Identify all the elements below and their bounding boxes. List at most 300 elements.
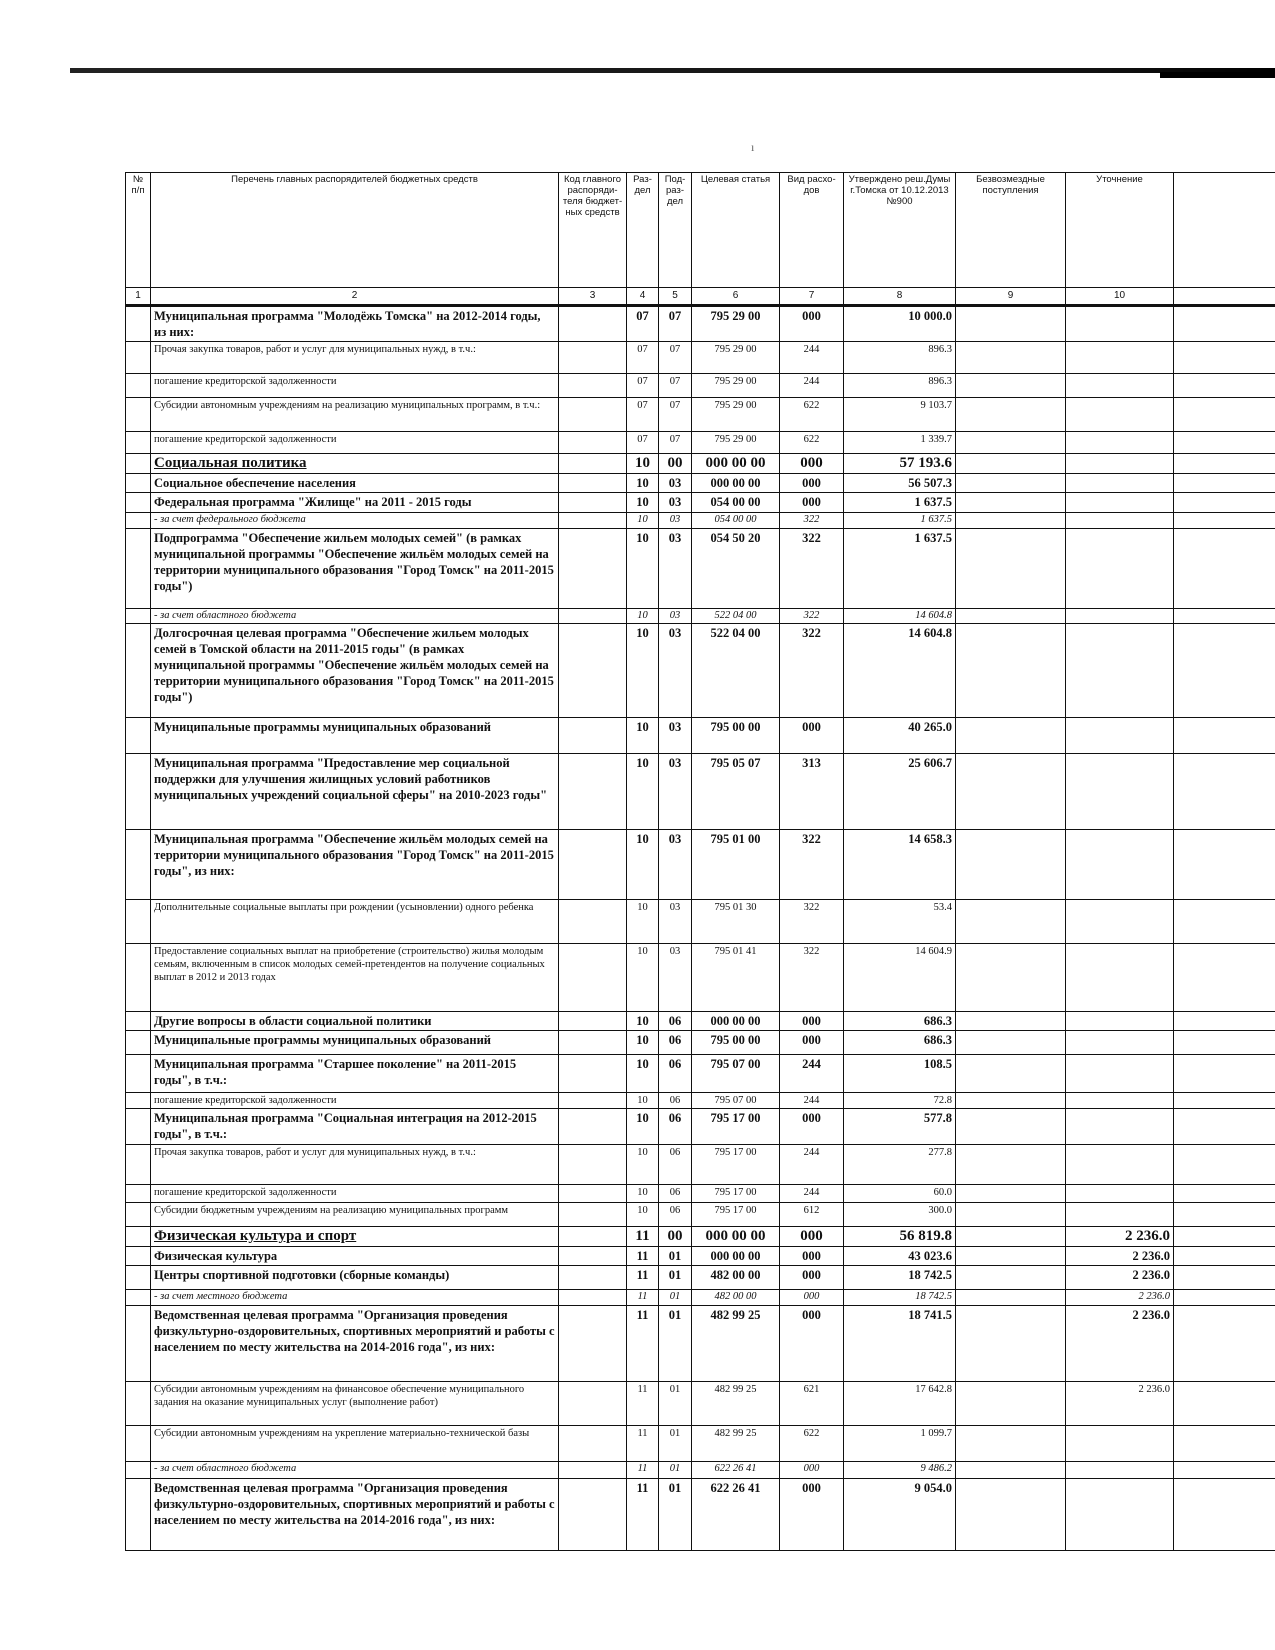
cell-refinement [1066, 609, 1174, 624]
cell-gratuitous [956, 1426, 1066, 1462]
cell-podrazdel: 01 [659, 1290, 692, 1306]
cell-code [559, 718, 627, 754]
cell-gratuitous [956, 432, 1066, 454]
table-row [126, 944, 1275, 1012]
table-row [126, 1093, 1275, 1109]
cell-target: 795 29 00 [692, 398, 780, 432]
cell-approved: 1 637.5 [844, 493, 956, 513]
cell-target: 795 29 00 [692, 374, 780, 398]
cell-vid: 244 [780, 1145, 844, 1185]
cell-podrazdel: 07 [659, 432, 692, 454]
cell-podrazdel: 03 [659, 754, 692, 830]
cell-extra [1174, 900, 1275, 944]
cell-razdel: 07 [627, 398, 659, 432]
cell-gratuitous [956, 1012, 1066, 1031]
cell-razdel: 10 [627, 454, 659, 474]
cell-approved: 686.3 [844, 1031, 956, 1055]
cell-approved: 18 741.5 [844, 1306, 956, 1382]
cell-name: Муниципальные программы муниципальных образований [151, 1031, 559, 1055]
cell-refinement [1066, 398, 1174, 432]
cell-extra [1174, 1227, 1275, 1247]
cell-num [126, 1055, 151, 1093]
cell-podrazdel: 03 [659, 830, 692, 900]
cell-num [126, 474, 151, 493]
cell-num [126, 342, 151, 374]
cell-code [559, 493, 627, 513]
cell-extra [1174, 1185, 1275, 1203]
cell-extra [1174, 624, 1275, 718]
cell-podrazdel: 06 [659, 1145, 692, 1185]
col-number: 2 [151, 288, 559, 306]
cell-vid: 313 [780, 754, 844, 830]
cell-refinement [1066, 754, 1174, 830]
cell-gratuitous [956, 529, 1066, 609]
cell-name: Субсидии автономным учреждениям на реализацию муниципальных программ, в т.ч.: [151, 398, 559, 432]
table-row [126, 454, 1275, 474]
cell-refinement: 2 236.0 [1066, 1227, 1174, 1247]
cell-num [126, 1306, 151, 1382]
cell-num [126, 374, 151, 398]
cell-extra [1174, 1266, 1275, 1290]
cell-podrazdel: 01 [659, 1306, 692, 1382]
cell-name: Субсидии автономным учреждениям на укрепление материально-технической базы [151, 1426, 559, 1462]
table-row [126, 1012, 1275, 1031]
cell-extra [1174, 1426, 1275, 1462]
cell-code [559, 1093, 627, 1109]
cell-refinement [1066, 1426, 1174, 1462]
cell-approved: 56 819.8 [844, 1227, 956, 1247]
cell-vid: 000 [780, 1266, 844, 1290]
cell-gratuitous [956, 1266, 1066, 1290]
cell-code [559, 1426, 627, 1462]
cell-razdel: 10 [627, 1145, 659, 1185]
cell-approved: 18 742.5 [844, 1290, 956, 1306]
cell-extra [1174, 432, 1275, 454]
cell-razdel: 07 [627, 306, 659, 342]
cell-extra [1174, 342, 1275, 374]
col-gratuitous-header: Безвозмездные поступления [956, 173, 1066, 288]
cell-refinement: 2 236.0 [1066, 1382, 1174, 1426]
cell-refinement [1066, 306, 1174, 342]
cell-vid: 322 [780, 609, 844, 624]
cell-gratuitous [956, 1462, 1066, 1479]
cell-gratuitous [956, 1382, 1066, 1426]
cell-name: Физическая культура и спорт [151, 1227, 559, 1247]
cell-razdel: 10 [627, 1093, 659, 1109]
cell-extra [1174, 374, 1275, 398]
cell-podrazdel: 03 [659, 493, 692, 513]
cell-code [559, 374, 627, 398]
cell-gratuitous [956, 1306, 1066, 1382]
cell-name: погашение кредиторской задолженности [151, 1185, 559, 1203]
cell-target: 622 26 41 [692, 1479, 780, 1551]
cell-target: 795 17 00 [692, 1203, 780, 1227]
cell-vid: 000 [780, 1462, 844, 1479]
cell-target: 795 29 00 [692, 432, 780, 454]
cell-refinement [1066, 1479, 1174, 1551]
cell-approved: 25 606.7 [844, 754, 956, 830]
table-row [126, 1227, 1275, 1247]
cell-vid: 322 [780, 900, 844, 944]
cell-gratuitous [956, 900, 1066, 944]
cell-num [126, 493, 151, 513]
cell-gratuitous [956, 513, 1066, 529]
cell-target: 482 00 00 [692, 1290, 780, 1306]
table-row [126, 1462, 1275, 1479]
cell-razdel: 10 [627, 474, 659, 493]
cell-gratuitous [956, 1247, 1066, 1266]
cell-code [559, 1462, 627, 1479]
cell-approved: 1 637.5 [844, 513, 956, 529]
cell-podrazdel: 06 [659, 1203, 692, 1227]
cell-num [126, 1426, 151, 1462]
cell-gratuitous [956, 398, 1066, 432]
budget-table [125, 172, 1275, 1551]
table-row [126, 306, 1275, 342]
table-row [126, 1290, 1275, 1306]
cell-code [559, 306, 627, 342]
col-podrazdel-header: Под-раз-дел [659, 173, 692, 288]
table-row [126, 493, 1275, 513]
cell-razdel: 10 [627, 944, 659, 1012]
cell-target: 795 00 00 [692, 1031, 780, 1055]
cell-refinement [1066, 1109, 1174, 1145]
cell-refinement [1066, 454, 1174, 474]
col-approved-header: Утверждено реш.Думы г.Томска от 10.12.2013 №900 [844, 173, 956, 288]
cell-razdel: 10 [627, 529, 659, 609]
cell-num [126, 718, 151, 754]
table-row [126, 1203, 1275, 1227]
cell-code [559, 1382, 627, 1426]
cell-podrazdel: 00 [659, 454, 692, 474]
cell-extra [1174, 1203, 1275, 1227]
cell-refinement [1066, 1055, 1174, 1093]
cell-code [559, 342, 627, 374]
cell-refinement [1066, 1462, 1174, 1479]
cell-podrazdel: 06 [659, 1055, 692, 1093]
cell-num [126, 1109, 151, 1145]
cell-vid: 000 [780, 1031, 844, 1055]
cell-podrazdel: 06 [659, 1109, 692, 1145]
cell-podrazdel: 00 [659, 1227, 692, 1247]
cell-target: 054 00 00 [692, 493, 780, 513]
cell-target: 795 29 00 [692, 306, 780, 342]
col-refinement-header: Уточнение [1066, 173, 1174, 288]
cell-code [559, 1227, 627, 1247]
cell-approved: 9 486.2 [844, 1462, 956, 1479]
cell-razdel: 11 [627, 1306, 659, 1382]
cell-code [559, 1109, 627, 1145]
cell-name: Физическая культура [151, 1247, 559, 1266]
cell-approved: 896.3 [844, 342, 956, 374]
cell-vid: 244 [780, 374, 844, 398]
cell-razdel: 11 [627, 1247, 659, 1266]
cell-name: погашение кредиторской задолженности [151, 1093, 559, 1109]
cell-razdel: 10 [627, 624, 659, 718]
cell-target: 000 00 00 [692, 454, 780, 474]
table-row [126, 1382, 1275, 1426]
cell-code [559, 1247, 627, 1266]
cell-num [126, 306, 151, 342]
cell-gratuitous [956, 718, 1066, 754]
cell-code [559, 754, 627, 830]
table-row [126, 1306, 1275, 1382]
table-row [126, 754, 1275, 830]
cell-approved: 9 054.0 [844, 1479, 956, 1551]
cell-extra [1174, 1109, 1275, 1145]
cell-approved: 14 658.3 [844, 830, 956, 900]
cell-code [559, 1290, 627, 1306]
cell-razdel: 10 [627, 1185, 659, 1203]
cell-num [126, 513, 151, 529]
cell-code [559, 1306, 627, 1382]
cell-target: 795 29 00 [692, 342, 780, 374]
cell-target: 000 00 00 [692, 474, 780, 493]
cell-extra [1174, 1093, 1275, 1109]
cell-refinement [1066, 830, 1174, 900]
cell-refinement [1066, 513, 1174, 529]
cell-target: 795 05 07 [692, 754, 780, 830]
table-row [126, 474, 1275, 493]
cell-approved: 53.4 [844, 900, 956, 944]
cell-gratuitous [956, 306, 1066, 342]
cell-approved: 300.0 [844, 1203, 956, 1227]
cell-name: Другие вопросы в области социальной политики [151, 1012, 559, 1031]
cell-extra [1174, 1012, 1275, 1031]
cell-refinement [1066, 1093, 1174, 1109]
cell-code [559, 830, 627, 900]
cell-approved: 10 000.0 [844, 306, 956, 342]
cell-name: погашение кредиторской задолженности [151, 374, 559, 398]
cell-code [559, 1203, 627, 1227]
cell-name: Субсидии автономным учреждениям на финансовое обеспечение муниципального задания на оказание муниципальных услуг (выполнение работ) [151, 1382, 559, 1426]
table-row [126, 1185, 1275, 1203]
table-row [126, 374, 1275, 398]
cell-refinement [1066, 718, 1174, 754]
cell-extra [1174, 529, 1275, 609]
cell-gratuitous [956, 944, 1066, 1012]
cell-num [126, 1382, 151, 1426]
table-row [126, 1055, 1275, 1093]
cell-extra [1174, 398, 1275, 432]
cell-target: 795 01 30 [692, 900, 780, 944]
table-row [126, 513, 1275, 529]
cell-target: 054 00 00 [692, 513, 780, 529]
cell-target: 795 00 00 [692, 718, 780, 754]
cell-podrazdel: 01 [659, 1382, 692, 1426]
cell-extra [1174, 1306, 1275, 1382]
cell-vid: 244 [780, 342, 844, 374]
cell-vid: 612 [780, 1203, 844, 1227]
cell-approved: 896.3 [844, 374, 956, 398]
cell-target: 795 07 00 [692, 1055, 780, 1093]
cell-vid: 000 [780, 306, 844, 342]
cell-extra [1174, 454, 1275, 474]
cell-name: Социальная политика [151, 454, 559, 474]
cell-target: 795 07 00 [692, 1093, 780, 1109]
cell-approved: 17 642.8 [844, 1382, 956, 1426]
cell-approved: 56 507.3 [844, 474, 956, 493]
cell-approved: 72.8 [844, 1093, 956, 1109]
cell-vid: 000 [780, 1247, 844, 1266]
cell-podrazdel: 01 [659, 1462, 692, 1479]
cell-name: Ведомственная целевая программа "Организация проведения физкультурно-оздоровительных, спортивных мероприятий и работы с населением по месту жительства на 2014-2016 года", из них: [151, 1479, 559, 1551]
cell-gratuitous [956, 342, 1066, 374]
cell-razdel: 10 [627, 609, 659, 624]
cell-razdel: 10 [627, 513, 659, 529]
cell-extra [1174, 609, 1275, 624]
cell-target: 795 01 41 [692, 944, 780, 1012]
cell-vid: 000 [780, 454, 844, 474]
cell-gratuitous [956, 454, 1066, 474]
cell-name: Муниципальная программа "Предоставление мер социальной поддержки для улучшения жилищных условий работников муниципальных учреждений социальной сферы" на 2010-2023 годы" [151, 754, 559, 830]
cell-code [559, 1479, 627, 1551]
cell-code [559, 432, 627, 454]
table-row [126, 342, 1275, 374]
cell-num [126, 454, 151, 474]
cell-razdel: 10 [627, 754, 659, 830]
table-row [126, 1266, 1275, 1290]
cell-target: 482 99 25 [692, 1306, 780, 1382]
cell-name: Муниципальная программа "Старшее поколение" на 2011-2015 годы", в т.ч.: [151, 1055, 559, 1093]
cell-num [126, 432, 151, 454]
cell-target: 522 04 00 [692, 609, 780, 624]
cell-gratuitous [956, 374, 1066, 398]
cell-name: Предоставление социальных выплат на приобретение (строительство) жилья молодым семьям, включенным в список молодых семей-претендентов на получение социальных выплат в 2012 и 2013 годах [151, 944, 559, 1012]
cell-approved: 14 604.8 [844, 624, 956, 718]
cell-target: 795 17 00 [692, 1185, 780, 1203]
cell-extra [1174, 474, 1275, 493]
cell-refinement [1066, 374, 1174, 398]
cell-name: Подпрограмма "Обеспечение жильем молодых семей" (в рамках муниципальной программы "Обеспечение жильём молодых семей на территории муниципального образования "Город Томск" на 2011-2015 годы") [151, 529, 559, 609]
cell-name: - за счет областного бюджета [151, 609, 559, 624]
cell-code [559, 454, 627, 474]
cell-name: Социальное обеспечение населения [151, 474, 559, 493]
cell-vid: 622 [780, 398, 844, 432]
cell-approved: 40 265.0 [844, 718, 956, 754]
cell-razdel: 10 [627, 1055, 659, 1093]
col-extra-header [1174, 173, 1275, 288]
cell-code [559, 1266, 627, 1290]
col-number: 7 [780, 288, 844, 306]
cell-extra [1174, 944, 1275, 1012]
cell-razdel: 11 [627, 1266, 659, 1290]
col-number: 10 [1066, 288, 1174, 306]
table-row [126, 624, 1275, 718]
col-target-header: Целевая статья [692, 173, 780, 288]
cell-num [126, 944, 151, 1012]
cell-num [126, 1227, 151, 1247]
cell-podrazdel: 06 [659, 1185, 692, 1203]
cell-gratuitous [956, 1227, 1066, 1247]
cell-target: 795 01 00 [692, 830, 780, 900]
cell-num [126, 1012, 151, 1031]
cell-razdel: 11 [627, 1479, 659, 1551]
cell-target: 482 99 25 [692, 1382, 780, 1426]
cell-code [559, 529, 627, 609]
cell-refinement [1066, 1203, 1174, 1227]
cell-gratuitous [956, 830, 1066, 900]
cell-gratuitous [956, 754, 1066, 830]
cell-code [559, 1031, 627, 1055]
cell-num [126, 1031, 151, 1055]
cell-num [126, 1093, 151, 1109]
table-row [126, 609, 1275, 624]
cell-podrazdel: 01 [659, 1426, 692, 1462]
cell-podrazdel: 03 [659, 718, 692, 754]
cell-gratuitous [956, 474, 1066, 493]
table-row [126, 718, 1275, 754]
cell-podrazdel: 01 [659, 1247, 692, 1266]
cell-target: 000 00 00 [692, 1227, 780, 1247]
cell-code [559, 1055, 627, 1093]
cell-vid: 000 [780, 1479, 844, 1551]
cell-target: 000 00 00 [692, 1247, 780, 1266]
cell-podrazdel: 03 [659, 474, 692, 493]
cell-name: Долгосрочная целевая программа "Обеспечение жильем молодых семей в Томской области на 2011-2015 годы" (в рамках муниципальной программы "Обеспечение жильём молодых семей на территории муниципального образования "Город Томск" на 2011-2015 годы") [151, 624, 559, 718]
cell-extra [1174, 754, 1275, 830]
cell-podrazdel: 07 [659, 398, 692, 432]
cell-num [126, 830, 151, 900]
cell-approved: 1 339.7 [844, 432, 956, 454]
cell-approved: 1 099.7 [844, 1426, 956, 1462]
table-row [126, 1145, 1275, 1185]
col-number: 5 [659, 288, 692, 306]
col-number: 3 [559, 288, 627, 306]
cell-name: Дополнительные социальные выплаты при рождении (усыновлении) одного ребенка [151, 900, 559, 944]
cell-refinement [1066, 1185, 1174, 1203]
cell-code [559, 1012, 627, 1031]
cell-refinement: 2 236.0 [1066, 1290, 1174, 1306]
cell-gratuitous [956, 1185, 1066, 1203]
col-razdel-header: Раз-дел [627, 173, 659, 288]
cell-razdel: 10 [627, 830, 659, 900]
cell-vid: 622 [780, 1426, 844, 1462]
cell-name: - за счет областного бюджета [151, 1462, 559, 1479]
cell-vid: 000 [780, 493, 844, 513]
cell-razdel: 11 [627, 1462, 659, 1479]
table-row [126, 1109, 1275, 1145]
cell-target: 482 00 00 [692, 1266, 780, 1290]
col-number-extra [1174, 288, 1275, 306]
cell-razdel: 10 [627, 1012, 659, 1031]
cell-razdel: 11 [627, 1290, 659, 1306]
cell-name: Прочая закупка товаров, работ и услуг для муниципальных нужд, в т.ч.: [151, 1145, 559, 1185]
cell-vid: 622 [780, 432, 844, 454]
table-row [126, 900, 1275, 944]
cell-approved: 1 637.5 [844, 529, 956, 609]
cell-podrazdel: 06 [659, 1012, 692, 1031]
table-row [126, 432, 1275, 454]
cell-num [126, 1247, 151, 1266]
cell-refinement: 2 236.0 [1066, 1306, 1174, 1382]
cell-extra [1174, 1145, 1275, 1185]
cell-code [559, 944, 627, 1012]
cell-refinement [1066, 493, 1174, 513]
cell-extra [1174, 830, 1275, 900]
cell-razdel: 10 [627, 718, 659, 754]
cell-refinement: 2 236.0 [1066, 1266, 1174, 1290]
cell-target: 795 17 00 [692, 1109, 780, 1145]
cell-refinement: 2 236.0 [1066, 1247, 1174, 1266]
cell-approved: 577.8 [844, 1109, 956, 1145]
cell-podrazdel: 07 [659, 306, 692, 342]
table-row [126, 1031, 1275, 1055]
cell-podrazdel: 06 [659, 1031, 692, 1055]
column-number-row [126, 288, 1275, 306]
table-row [126, 1426, 1275, 1462]
cell-name: - за счет местного бюджета [151, 1290, 559, 1306]
